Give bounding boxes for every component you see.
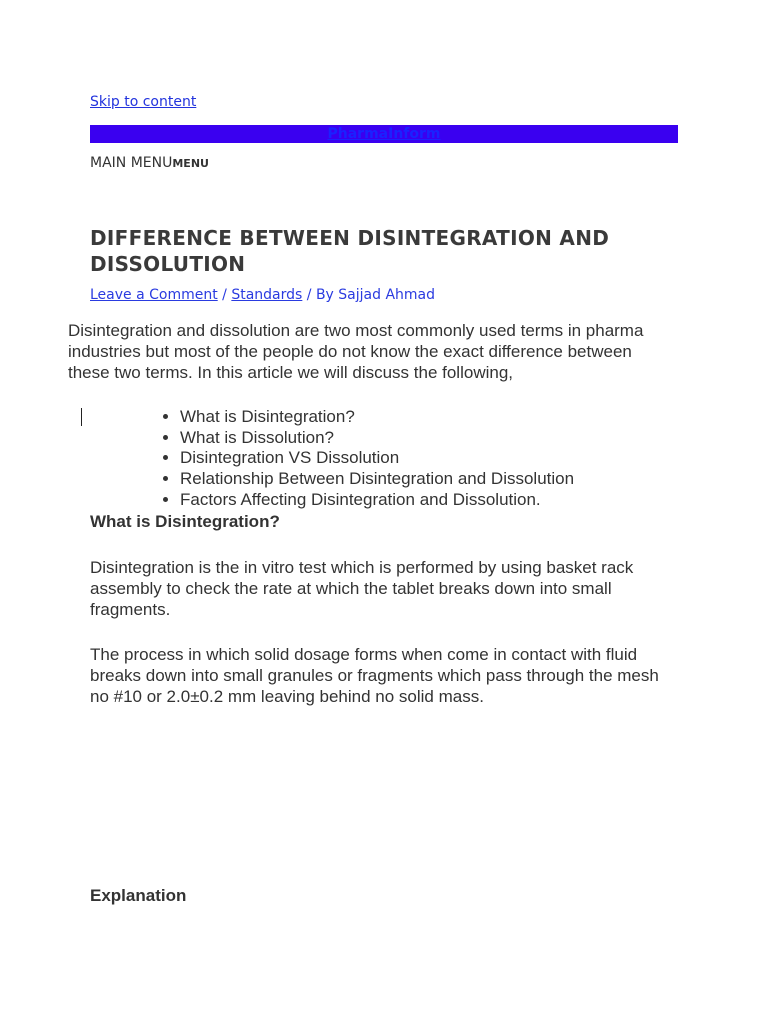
intro-paragraph: Disintegration and dissolution are two most commonly used terms in pharma industries but most of the people do not know the exact difference between these two terms. In this article we will discuss the following,	[68, 321, 644, 382]
main-menu-toggle[interactable]	[90, 155, 209, 171]
toc-item: • What is Disintegration?	[180, 407, 574, 428]
toc-item: • What is Dissolution?	[180, 428, 574, 449]
category-link[interactable]: Standards	[231, 287, 303, 303]
menu-label: MENU	[172, 157, 209, 170]
toc-item: • Relationship Between Disintegration and Dissolution	[180, 469, 574, 490]
byline: / By Sajjad Ahmad	[302, 287, 435, 303]
text-cursor	[81, 408, 82, 426]
paragraph-definition: Disintegration is the in vitro test which is performed by using basket rack assembly to check the rate at which the tablet breaks down into small fragments.	[90, 558, 634, 619]
skip-to-content-link[interactable]: Skip to content	[90, 94, 197, 110]
main-menu-label: MAIN MENU	[90, 155, 173, 171]
toc-item: • Disintegration VS Dissolution	[180, 448, 574, 469]
page-title: DIFFERENCE BETWEEN DISINTEGRATION AND DISSOLUTION	[90, 226, 610, 276]
paragraph-process: The process in which solid dosage forms when come in contact with fluid breaks down into small granules or fragments which pass through the mesh no #10 or 2.0±0.2 mm leaving behind no solid mass.	[90, 645, 659, 706]
leave-comment-link[interactable]: Leave a Comment	[90, 287, 218, 303]
heading-explanation: Explanation	[90, 886, 187, 905]
meta-separator: /	[217, 287, 232, 303]
toc-item: • Factors Affecting Disintegration and Dissolution.	[180, 490, 574, 511]
post-meta	[90, 287, 435, 303]
site-brand-link[interactable]: PharmaInform	[327, 126, 441, 142]
site-brand-bar	[90, 125, 678, 143]
heading-what-is-disintegration: What is Disintegration?	[90, 512, 280, 531]
table-of-contents	[135, 407, 574, 511]
